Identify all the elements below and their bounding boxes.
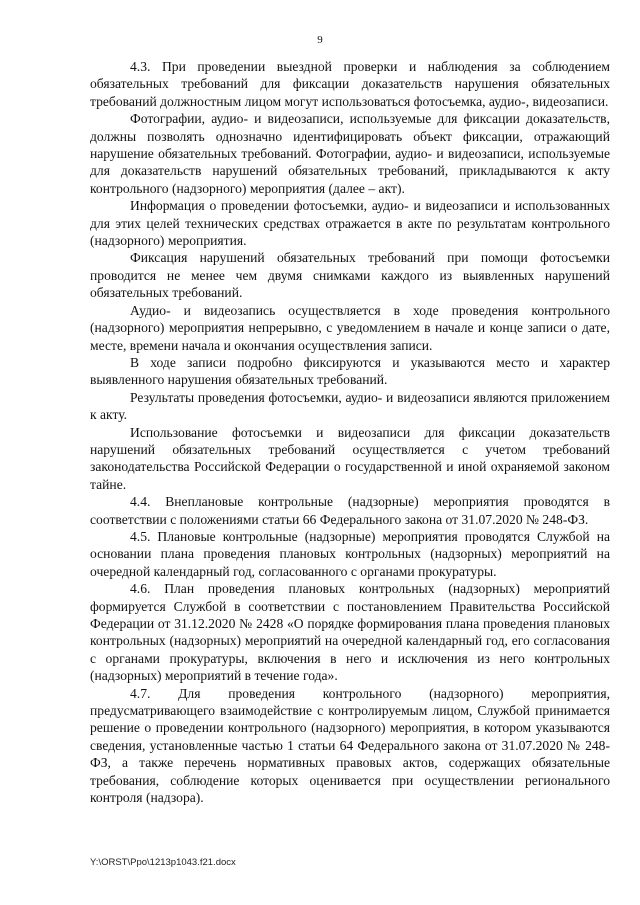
paragraph-photos: Фотографии, аудио- и видеозаписи, используемые для фиксации доказательств, должны позволять однозначно идентифицировать объект фиксации, отражающий нарушение обязательных требований. Фотографии, аудио- и видеозаписи, используемые для доказательств нарушений обязательных требований, прикладываются к акту контрольного (надзорного) мероприятия (далее – акт). [90,111,610,196]
paragraph-recording: В ходе записи подробно фиксируются и указываются место и характер выявленного нарушения обязательных требований. [90,354,610,388]
paragraph-fixation: Фиксация нарушений обязательных требований при помощи фотосъемки проводится не менее чем двумя снимками каждого из выявленных нарушений обязательных требований. [90,250,610,301]
paragraph-audio-video: Аудио- и видеозапись осуществляется в ходе проведения контрольного (надзорного) мероприятия непрерывно, с уведомлением в начале и конце записи о дате, месте, времени начала и окончания осуществления записи. [90,302,610,353]
paragraph-usage: Использование фотосъемки и видеозаписи для фиксации доказательств нарушений обязательных требований осуществляется с учетом требований законодательства Российской Федерации о государственной и иной охраняемой законом тайне. [90,424,610,492]
paragraph-4-5: 4.5. Плановые контрольные (надзорные) мероприятия проводятся Службой на основании плана проведения плановых контрольных (надзорных) мероприятий на очередной календарный год, согласованного с органами прокуратуры. [90,528,610,579]
paragraph-4-7: 4.7. Для проведения контрольного (надзорного) мероприятия, предусматривающего взаимодействие с контролируемым лицом, Службой принимается решение о проведении контрольного (надзорного) мероприятия, в котором указываются сведения, установленные частью 1 статьи 64 Федерального закона от 31.07.2020 № 248-ФЗ, а также перечень нормативных правовых актов, содержащих обязательные требования, соблюдение которых оценивается при осуществлении регионального контроля (надзора). [90,685,610,806]
paragraph-results: Результаты проведения фотосъемки, аудио- и видеозаписи являются приложением к акту. [90,389,610,423]
paragraph-4-6: 4.6. План проведения плановых контрольных (надзорных) мероприятий формируется Службой в соответствии с постановлением Правительства Российской Федерации от 31.12.2020 № 2428 «О порядке формирования плана проведения плановых контрольных (надзорных) мероприятий на очередной календарный год, его согласования с органами прокуратуры, включения в него и исключения из него контрольных (надзорных) мероприятий в течение года». [90,581,610,684]
document-body [90,58,610,806]
page-number: 9 [317,34,323,46]
footer-file-path: Y:\ORST\Ppo\1213p1043.f21.docx [90,857,236,868]
paragraph-4-4: 4.4. Внеплановые контрольные (надзорные) мероприятия проводятся в соответствии с положениями статьи 66 Федерального закона от 31.07.2020 № 248-ФЗ. [90,494,610,527]
paragraph-4-3: 4.3. При проведении выездной проверки и наблюдения за соблюдением обязательных требований для фиксации доказательств нарушения обязательных требований должностным лицом могут использоваться фотосъемка, аудио-, видеозаписи. [90,59,610,109]
paragraph-info: Информация о проведении фотосъемки, аудио- и видеозаписи и использованных для этих целей технических средствах отражается в акте по результатам контрольного (надзорного) мероприятия. [90,198,610,249]
